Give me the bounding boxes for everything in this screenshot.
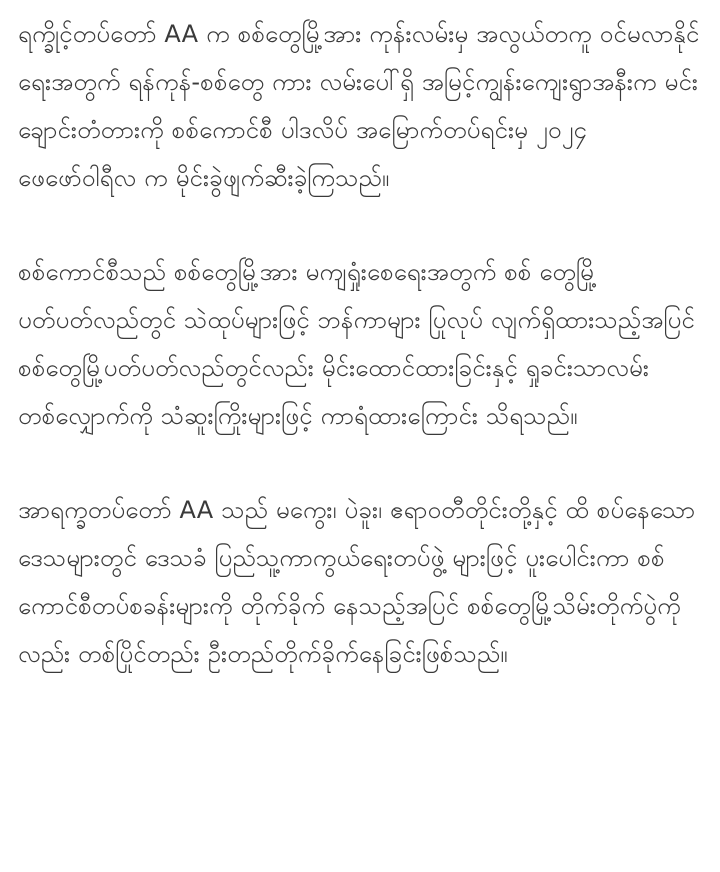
paragraph-1: ရက္ခိုင့်တပ်တော် AA က စစ်တွေမြို့အား ကုန်းလမ်းမှ အလွယ်တကူ ဝင်မလာနိုင်ရေးအတွက် ရန်ကုန်-စစ်တွေ ကား လမ်းပေါ်ရှိ အမြင့်ကျွန်းကျေးရွာအနီးက မင်းချောင်းတံတားကို စစ်ကောင်စီ ပါဒလိပ် အမြောက်တပ်ရင်းမှ ၂၀၂၄ ဖေဖော်ဝါရီလ က မိုင်းခွဲဖျက်ဆီးခဲ့ကြသည်။ <box>18 20 700 192</box>
paragraph-3: အာရက္ခတပ်တော် AA သည် မကွေး၊ ပဲခူး၊ ဧရာဝတီတိုင်းတို့နှင့် ထိ စပ်နေသော ဒေသများတွင် ဒေသခံ ပြည်သူ့ကာကွယ်ရေးတပ်ဖွဲ့ များဖြင့် ပူးပေါင်းကာ စစ်ကောင်စီတပ်စခန်းများကို တိုက်ခိုက် နေသည့်အပြင် စစ်တွေမြို့သိမ်းတိုက်ပွဲကိုလည်း တစ်ပြိုင်တည်း ဦးတည်တိုက်ခိုက်နေခြင်းဖြစ်သည်။ <box>18 496 696 668</box>
paragraph-2: စစ်ကောင်စီသည် စစ်တွေမြို့အား မကျရှုံးစေရေးအတွက် စစ် တွေမြို့ ပတ်ပတ်လည်တွင် သဲထုပ်များဖြင့် ဘန်ကာများ ပြုလုပ် လျက်ရှိထားသည့်အပြင် စစ်တွေမြို့ပတ်ပတ်လည်တွင်လည်း မိုင်းထောင်ထားခြင်းနှင့် ရှုခင်းသာလမ်းတစ်လျှောက်ကို သံဆူးကြိုးများဖြင့် ကာရံထားကြောင်း သိရသည်။ <box>18 258 695 430</box>
